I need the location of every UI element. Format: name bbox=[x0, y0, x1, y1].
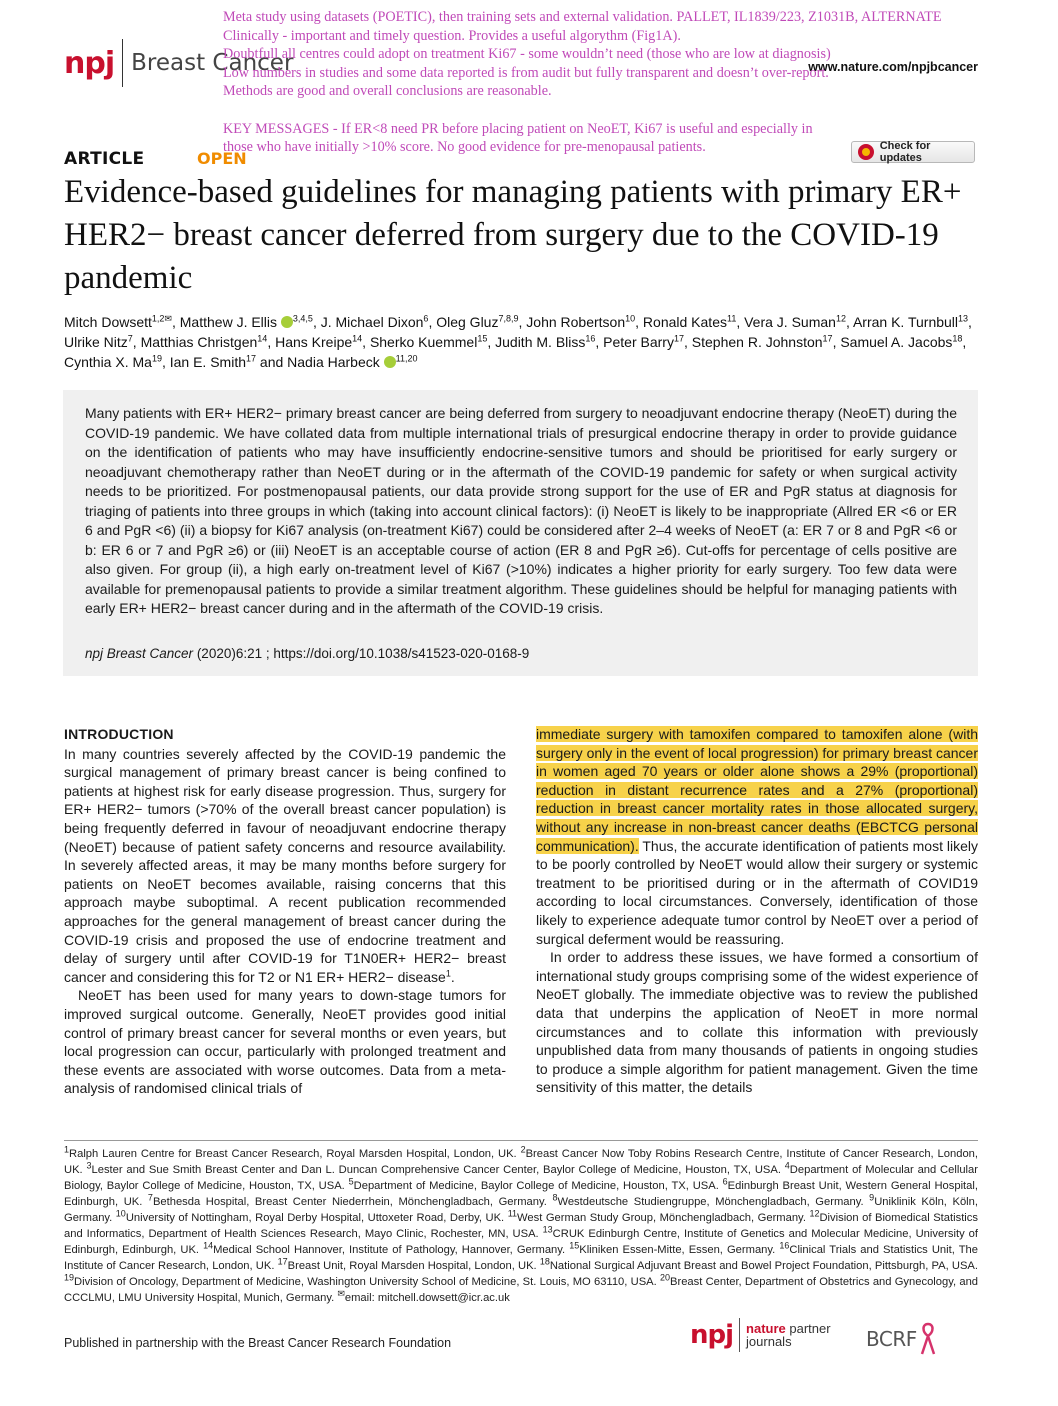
affiliation-divider bbox=[64, 1140, 978, 1141]
affiliation-number: ✉ bbox=[337, 1288, 345, 1299]
footer-logo-divider bbox=[739, 1318, 740, 1352]
affiliation-text: Kliniken Essen-Mitte, Essen, Germany. bbox=[579, 1244, 780, 1256]
author-affiliation-sup: 10 bbox=[625, 313, 636, 324]
journal-url[interactable]: www.nature.com/npjbcancer bbox=[808, 60, 978, 74]
affiliation-number: 11 bbox=[507, 1208, 518, 1219]
affiliation-text: Division of Oncology, Department of Medicine, Washington University School of Medicine, St. Louis, MO 63110, USA. bbox=[74, 1276, 660, 1288]
author-name[interactable]: Oleg Gluz bbox=[436, 314, 499, 330]
partner-word: partner bbox=[785, 1321, 831, 1336]
journal-name: Breast Cancer bbox=[131, 50, 294, 76]
bcrf-text: BCRF bbox=[866, 1327, 917, 1351]
affiliation-text: Medical School Hannover, Institute of Pathology, Hannover, Germany. bbox=[213, 1244, 570, 1256]
author-name[interactable]: Matthias Christgen bbox=[140, 334, 258, 350]
partnership-note: Published in partnership with the Breast Cancer Research Foundation bbox=[64, 1336, 452, 1350]
affiliation-text: Uniklinik Köln, Köln, Germany. bbox=[64, 1196, 978, 1224]
paragraph: In order to address these issues, we have formed a consortium of international study groups comprising some of the widest experience of NeoET globally. The immediate objective was to review the published data that underpins the application of NeoET in more normal circumstances and to collate this information with previously unpublished data from many thousands of patients in ongoing studies to produce a simple algorithm for patient management. Given the time sensitivity of this matter, the details bbox=[536, 949, 978, 1096]
affiliation-text: West German Study Group, Mönchengladbach, Germany. bbox=[517, 1212, 810, 1224]
affiliation-text: Breast Center, Department of Obstetrics and Gynecology, and CCCLMU, LMU University Hospital, Munich, Germany. bbox=[64, 1276, 979, 1304]
author-name[interactable]: Samuel A. Jacobs bbox=[840, 334, 953, 350]
author-affiliation-sup: 15 bbox=[477, 333, 488, 344]
citation-doi[interactable]: (2020)6:21 ; https://doi.org/10.1038/s41523-020-0168-9 bbox=[193, 646, 530, 661]
author-affiliation-sup: 17 bbox=[673, 333, 684, 344]
author-name[interactable]: Mitch Dowsett bbox=[64, 314, 152, 330]
author-affiliation-sup: 18 bbox=[952, 333, 963, 344]
npj-logo-text: npj bbox=[64, 45, 115, 81]
affiliation-text: email: mitchell.dowsett@icr.ac.uk bbox=[344, 1292, 510, 1304]
affiliation-text: National Surgical Adjuvant Breast and Bowel Project Foundation, Pittsburgh, PA, USA. bbox=[549, 1260, 978, 1272]
section-heading-introduction: INTRODUCTION bbox=[64, 726, 174, 742]
author-affiliation-sup: 11 bbox=[726, 313, 737, 324]
abstract-box bbox=[63, 390, 978, 676]
author-name[interactable]: John Robertson bbox=[526, 314, 626, 330]
author-name[interactable]: Ian E. Smith bbox=[169, 354, 246, 370]
author-name[interactable]: Sherko Kuemmel bbox=[369, 334, 478, 350]
article-type-label: ARTICLE bbox=[64, 149, 145, 169]
affiliation-text: Edinburgh Breast Unit, Western General Hospital, Edinburgh, UK. bbox=[64, 1180, 978, 1208]
author-list: Mitch Dowsett$^{1,2✉}$, Matthew J. Ellis $^{3,4,5}$, J. Michael Dixon$^6$, Oleg Gluz$^{7,8,9}$, John Robertson$^{10}$, Ronald Kates$^{11}$, Vera J. Suman$^{12}$, Arran K. Turnbull$^{13}$, Ulrike Nitz$^7$, Matthias Christgen$^{14}$, Hans Kreipe$^{14}$, Sherko Kuemmel$^{15}$, Judith M. Bliss$^{16}$, Peter Barry$^{17}$, Stephen R. Johnston$^{17}$, Samuel A. Jacobs$^{18}$, Cynthia X. Ma$^{19}$, Ian E. Smith$^{17}$ and Nadia Harbeck $^{11,20}$ bbox=[64, 313, 972, 370]
author-affiliation-sup: 13 bbox=[958, 313, 969, 324]
author-affiliation-sup: 19 bbox=[151, 353, 162, 364]
affiliation-text: Breast Unit, Royal Marsden Hospital, London, UK. bbox=[287, 1260, 540, 1272]
affiliation-text: Lester and Sue Smith Breast Center and Dan L. Duncan Comprehensive Cancer Center, Baylor College of Medicine, Houston, TX, USA. bbox=[91, 1164, 785, 1176]
author-affiliation-sup: 17 bbox=[822, 333, 833, 344]
orcid-icon[interactable] bbox=[281, 316, 293, 328]
author-name[interactable]: Peter Barry bbox=[603, 334, 674, 350]
author-name[interactable]: Ronald Kates bbox=[642, 314, 727, 330]
affiliation-text: Ralph Lauren Centre for Breast Cancer Research, Royal Marsden Hospital, London, UK. bbox=[69, 1148, 521, 1160]
nature-partner-journals bbox=[746, 1322, 831, 1348]
affiliation-number: 3 bbox=[86, 1160, 92, 1171]
author-affiliation-sup: 3,4,5 bbox=[292, 313, 313, 324]
citation-line bbox=[85, 646, 529, 661]
author-name[interactable]: J. Michael Dixon bbox=[320, 314, 424, 330]
highlighted-text: immediate surgery with tamoxifen compared to tamoxifen alone (with surgery only in the event of local progression) for primary breast cancer in women aged 70 years or older alone shows a 29% (proportional) reduction in distant recurrence rates and a 27% (proportional) reduction in breast cancer mortality rates in those allocated surgery, without any increase in non-breast cancer deaths (EBCTCG personal communication). bbox=[536, 726, 978, 854]
affiliation-number: 13 bbox=[542, 1224, 553, 1235]
affiliation-text: Department of Molecular and Cellular Biology, Baylor College of Medicine, Houston, TX, USA. bbox=[64, 1164, 978, 1192]
author-affiliation-sup: 1,2✉ bbox=[151, 313, 172, 324]
affiliation-number: 7 bbox=[147, 1192, 153, 1203]
affiliation-number: 2 bbox=[520, 1144, 526, 1155]
author-name[interactable]: Vera J. Suman bbox=[744, 314, 836, 330]
pink-ribbon-icon bbox=[919, 1322, 937, 1356]
author-name[interactable]: Hans Kreipe bbox=[275, 334, 353, 350]
reference-sup[interactable]: 1 bbox=[445, 968, 451, 979]
paragraph-text: Thus, the accurate identification of patients most likely to be poorly controlled by NeoET would allow their surgery or systemic treatment to be prioritised during or in the aftermath of COVID19 according to local circumstances. Conversely, identification of those likely to experience adequate tumor control by NeoET over a period of surgical deferment would be reassuring. bbox=[536, 837, 978, 947]
logo-divider bbox=[122, 39, 123, 87]
affiliation-number: 4 bbox=[784, 1160, 790, 1171]
paragraph-text: In many countries severely affected by the COVID-19 pandemic the surgical management of primary breast cancer is being confined to patients at highest risk for early disease progression. Thus, surgery for ER+ HER2− tumors (>70% of the overall breast cancer population) is being frequently deferred in favour of neoadjuvant endocrine therapy (NeoET) because of patient safety concerns and resource availability. In severely affected areas, it may be many months before surgery for patients on NeoET becomes available, raising concerns that this approach maybe suboptimal. A recent publication recommended approaches for the general management of breast cancer during the COVID-19 crisis and proposed the use of endocrine treatment and delay of surgery until after COVID-19 for T1N0ER+ HER2− breast cancer and considering this for T2 or N1 ER+ HER2− disease bbox=[64, 745, 506, 985]
paragraph bbox=[536, 725, 978, 948]
affiliation-text: Westdeutsche Studiengruppe, Mönchengladbach, Germany. bbox=[557, 1196, 870, 1208]
abstract-text: Many patients with ER+ HER2− primary breast cancer are being deferred from surgery to neoadjuvant endocrine therapy (NeoET) during the COVID-19 pandemic. We have collated data from multiple international trials of presurgical endocrine therapy in order to provide guidance on the identification of patients who may have insufficiently endocrine-sensitive tumors and should be prioritised for early surgery or neoadjuvant chemotherapy rather than NeoET during or in the aftermath of the COVID-19 pandemic for safety or when surgical activity needs to be prioritized. For postmenopausal patients, our data provide strong support for the use of ER and PgR status at diagnosis for triaging of patients into three groups in which (taking into account clinical factors): (i) NeoET is likely to be inappropriate (Allred ER <6 or ER 6 and PgR <6) (ii) a biopsy for Ki67 analysis (on-treatment Ki67) could be considered after 2–4 weeks of NeoET (a: ER 7 or 8 and PgR <6 or b: ER 6 or 7 and PgR ≥6) or (iii) NeoET is an acceptable course of action (ER 8 and PgR ≥6). Cut-offs for percentage of cells positive are also given. For group (ii), a high early on-treatment level of Ki67 (>10%) indicates a higher priority for early surgery. Too few data were available for premenopausal patients to provide a similar treatment algorithm. These guidelines should be helpful for managing patients with early ER+ HER2− breast cancer during and in the aftermath of the COVID-19 crisis. bbox=[85, 405, 957, 616]
affiliation-number: 5 bbox=[348, 1176, 354, 1187]
paragraph-end: . bbox=[450, 968, 455, 985]
affiliation-number: 9 bbox=[869, 1192, 875, 1203]
affiliation-number: 16 bbox=[779, 1240, 790, 1251]
affiliation-text: Division of Biomedical Statistics and Informatics, Department of Health Sciences Research, Mayo Clinic, Rochester, MN, USA. bbox=[64, 1212, 978, 1240]
affiliation-number: 20 bbox=[660, 1272, 671, 1283]
affiliations bbox=[64, 1146, 978, 1306]
affiliation-number: 15 bbox=[569, 1240, 580, 1251]
affiliation-text: Department of Medicine, Baylor College of Medicine, Houston, TX, USA. bbox=[353, 1180, 723, 1192]
affiliation-number: 10 bbox=[115, 1208, 126, 1219]
affiliation-text: Clinical Trials and Statistics Unit, The Institute of Cancer Research, London, UK. bbox=[64, 1244, 978, 1272]
nature-word: nature bbox=[746, 1321, 786, 1336]
author-affiliation-sup: 16 bbox=[585, 333, 596, 344]
body-column-left bbox=[64, 725, 506, 1098]
affiliation-number: 14 bbox=[203, 1240, 214, 1251]
affiliation-text: Breast Cancer Now Toby Robins Research Centre, Institute of Cancer Research, London, UK. bbox=[64, 1148, 978, 1176]
affiliation-number: 18 bbox=[539, 1256, 550, 1267]
npj-partner-logo bbox=[690, 1318, 831, 1352]
author-name[interactable]: Cynthia X. Ma bbox=[64, 354, 152, 370]
author-name[interactable]: Matthew J. Ellis bbox=[179, 314, 278, 330]
affiliation-number: 1 bbox=[64, 1144, 70, 1155]
author-name[interactable]: Nadia Harbeck bbox=[287, 354, 380, 370]
orcid-icon[interactable] bbox=[384, 356, 396, 368]
author-affiliation-sup: 7 bbox=[127, 333, 133, 344]
author-affiliation-sup: 14 bbox=[257, 333, 268, 344]
author-affiliation-sup: 12 bbox=[835, 313, 846, 324]
journals-word: journals bbox=[746, 1334, 792, 1349]
open-access-label: OPEN bbox=[197, 149, 247, 168]
author-affiliation-sup: 7,8,9 bbox=[498, 313, 519, 324]
author-name[interactable]: Stephen R. Johnston bbox=[691, 334, 823, 350]
affiliation-number: 8 bbox=[552, 1192, 558, 1203]
citation-journal: npj Breast Cancer bbox=[85, 646, 194, 661]
article-title: Evidence-based guidelines for managing patients with primary ER+ HER2− breast cancer deferred from surgery due to the COVID-19 pandemic bbox=[64, 174, 962, 296]
affiliation-number: 19 bbox=[64, 1272, 75, 1283]
bcrf-logo bbox=[866, 1322, 937, 1356]
affiliation-number: 12 bbox=[809, 1208, 820, 1219]
author-name[interactable]: Ulrike Nitz bbox=[64, 334, 128, 350]
author-name[interactable]: Judith M. Bliss bbox=[495, 334, 586, 350]
check-for-updates-label: Check for updates bbox=[879, 140, 931, 164]
author-affiliation-sup: 14 bbox=[352, 333, 363, 344]
paragraph: NeoET has been used for many years to down-stage tumors for improved surgical outcome. Generally, NeoET provides good initial control of primary breast cancer for several months or even years, but local progression can occur, particularly with prolonged treatment and these events are associated with worse outcomes. Data from a meta-analysis of randomised clinical trials of bbox=[64, 987, 506, 1097]
author-affiliation-sup: 6 bbox=[423, 313, 429, 324]
affiliation-number: 6 bbox=[722, 1176, 728, 1187]
paragraph bbox=[64, 745, 506, 987]
affiliation-number: 17 bbox=[277, 1256, 288, 1267]
review-annotation: Meta study using datasets (POETIC), then training sets and external validation. PALLET, IL1839/223, Z1031B, ALTERNATE Clinically - important and timely question. Provides a useful algorythm (Fig1A). Doubtfull all centres could adopt on treatment Ki67 - some wouldn’t need (those who are low at diagnosis) Low numbers in studies and some data reported is from audit but fully transparent and doesn’t over-report. Methods are good and overall conclusions are reasonable. KEY MESSAGES - If ER<8 need PR before placing patient on NeoET, Ki67 is useful and especially in those who have initially >10% score. No good evidence for pre-menopausal patients. bbox=[223, 9, 942, 156]
affiliation-text: University of Nottingham, Royal Derby Hospital, Uttoxeter Road, Derby, UK. bbox=[125, 1212, 508, 1224]
affiliation-text: Bethesda Hospital, Breast Center Niederrhein, Mönchengladbach, Germany. bbox=[152, 1196, 553, 1208]
body-column-right bbox=[536, 725, 978, 1097]
author-affiliation-sup: 17 bbox=[246, 353, 257, 364]
npj-footer-logo: npj bbox=[690, 1320, 734, 1350]
author-name[interactable]: Arran K. Turnbull bbox=[852, 314, 959, 330]
affiliation-text: CRUK Edinburgh Centre, Institute of Genetics and Molecular Medicine, University of Edinburgh, Edinburgh, UK. bbox=[64, 1228, 978, 1256]
author-affiliation-sup: 11,20 bbox=[395, 353, 418, 364]
